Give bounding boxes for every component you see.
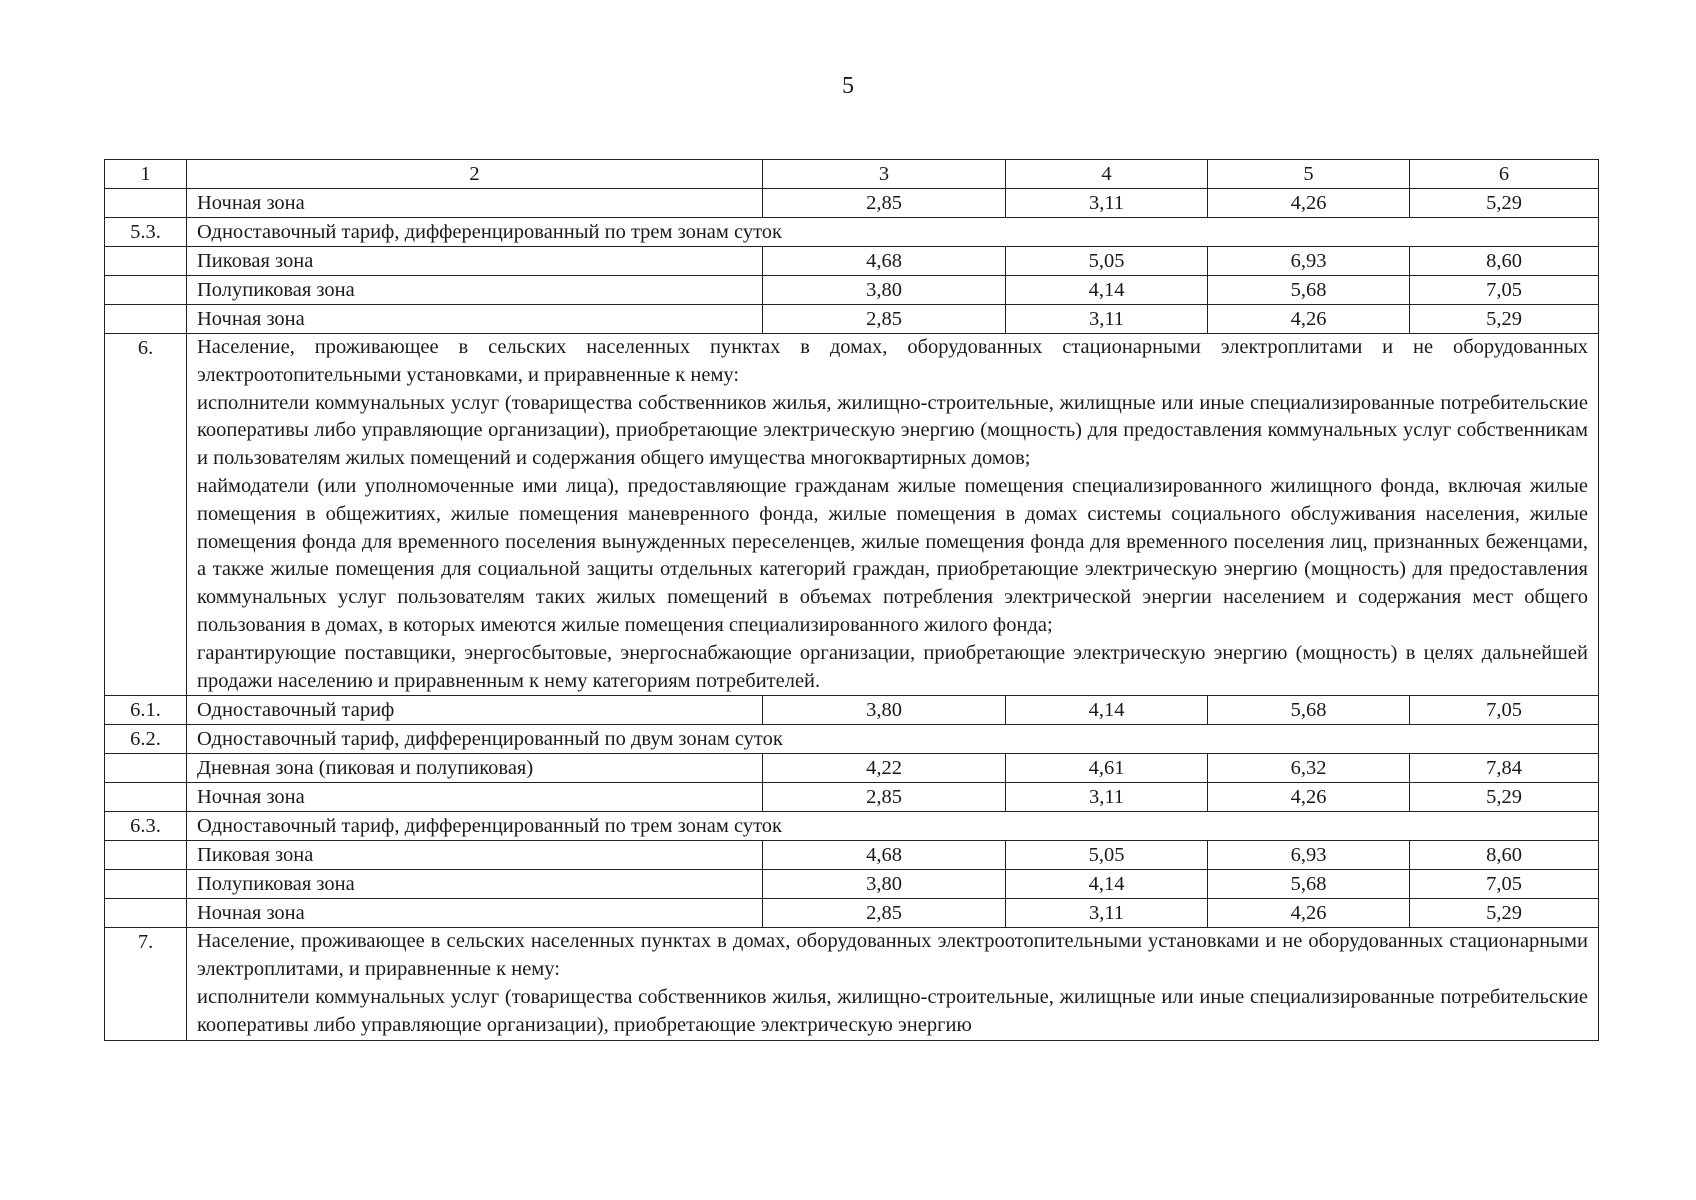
- tariff-row: [105, 189, 1599, 218]
- tariff-value: 2,85: [763, 899, 1006, 928]
- item-number: 6.: [105, 334, 187, 696]
- item-number: [105, 783, 187, 812]
- tariff-row: [105, 841, 1599, 870]
- item-number: [105, 305, 187, 334]
- tariff-section-row: [105, 725, 1599, 754]
- section-title: Одноставочный тариф, дифференцированный по трем зонам суток: [187, 218, 1599, 247]
- tariff-zone-label: Пиковая зона: [187, 841, 763, 870]
- tariff-value: 3,11: [1006, 305, 1208, 334]
- consumer-group-description: [187, 334, 1599, 696]
- tariff-value: 6,93: [1208, 841, 1410, 870]
- tariff-value: 4,14: [1006, 696, 1208, 725]
- tariff-value: 2,85: [763, 189, 1006, 218]
- tariff-row: [105, 247, 1599, 276]
- column-number: 3: [763, 160, 1006, 189]
- tariff-row: [105, 783, 1599, 812]
- column-number: 4: [1006, 160, 1208, 189]
- item-number: [105, 189, 187, 218]
- description-paragraph: гарантирующие поставщики, энергосбытовые, энергоснабжающие организации, приобретающие электрическую энергию (мощность) в целях дальнейшей продажи населению и приравненным к нему категориям потребителей.: [197, 641, 1588, 692]
- tariff-value: 4,26: [1208, 189, 1410, 218]
- page-number: 5: [842, 73, 854, 99]
- tariff-zone-label: Пиковая зона: [187, 247, 763, 276]
- description-paragraph: Население, проживающее в сельских населенных пунктах в домах, оборудованных электроотопительными установками и не оборудованных стационарными электроплитами, и приравненные к нему:: [197, 930, 1588, 981]
- tariff-zone-label: Ночная зона: [187, 189, 763, 218]
- tariff-value: 4,22: [763, 754, 1006, 783]
- tariff-zone-label: Ночная зона: [187, 783, 763, 812]
- tariff-value: 4,68: [763, 841, 1006, 870]
- tariff-value: 3,80: [763, 870, 1006, 899]
- description-paragraph: Население, проживающее в сельских населенных пунктах в домах, оборудованных стационарными электроплитами и не оборудованных электроотопительными установками, и приравненные к нему:: [197, 336, 1588, 386]
- tariff-value: 2,85: [763, 783, 1006, 812]
- tariff-value: 3,11: [1006, 899, 1208, 928]
- item-number: [105, 899, 187, 928]
- description-paragraph: исполнители коммунальных услуг (товарищества собственников жилья, жилищно-строительные, жилищные или иные специализированные потребительские кооперативы либо управляющие организации), приобретающие электрическую энергию (мощность) для предоставления коммунальных услуг собственникам и пользователям жилых помещений и содержания общего имущества многоквартирных домов;: [197, 391, 1588, 470]
- tariff-value: 5,29: [1410, 305, 1599, 334]
- column-number: 1: [105, 160, 187, 189]
- tariff-value: 7,05: [1410, 870, 1599, 899]
- tariff-value: 3,11: [1006, 783, 1208, 812]
- description-paragraph: исполнители коммунальных услуг (товарищества собственников жилья, жилищно-строительные, жилищные или иные специализированные потребительские кооперативы либо управляющие организации), приобретающие электрическую энергию: [197, 985, 1588, 1036]
- tariff-value: 5,29: [1410, 783, 1599, 812]
- tariff-value: 5,68: [1208, 276, 1410, 305]
- item-number: 5.3.: [105, 218, 187, 247]
- tariff-value: 5,05: [1006, 247, 1208, 276]
- tariff-value: 4,26: [1208, 783, 1410, 812]
- tariff-value: 7,84: [1410, 754, 1599, 783]
- tariff-row: [105, 305, 1599, 334]
- tariff-row: [105, 899, 1599, 928]
- tariff-section-row: [105, 812, 1599, 841]
- tariff-zone-label: Одноставочный тариф: [187, 696, 763, 725]
- item-number: [105, 276, 187, 305]
- tariff-value: 6,32: [1208, 754, 1410, 783]
- item-number: 6.2.: [105, 725, 187, 754]
- tariff-value: 4,68: [763, 247, 1006, 276]
- column-number: 6: [1410, 160, 1599, 189]
- tariff-zone-label: Ночная зона: [187, 305, 763, 334]
- column-numbers-row: [105, 160, 1599, 189]
- tariff-value: 4,26: [1208, 899, 1410, 928]
- tariff-value: 5,29: [1410, 899, 1599, 928]
- tariff-value: 4,14: [1006, 276, 1208, 305]
- tariff-value: 2,85: [763, 305, 1006, 334]
- consumer-group-row: [105, 334, 1599, 696]
- tariff-value: 4,61: [1006, 754, 1208, 783]
- tariff-value: 6,93: [1208, 247, 1410, 276]
- tariff-value: 4,14: [1006, 870, 1208, 899]
- tariff-value: 5,68: [1208, 870, 1410, 899]
- section-title: Одноставочный тариф, дифференцированный по двум зонам суток: [187, 725, 1599, 754]
- tariff-value: 5,05: [1006, 841, 1208, 870]
- tariff-row: [105, 754, 1599, 783]
- tariff-row: [105, 870, 1599, 899]
- item-number: 6.1.: [105, 696, 187, 725]
- item-number: [105, 870, 187, 899]
- column-number: 2: [187, 160, 763, 189]
- tariff-value: 3,80: [763, 696, 1006, 725]
- tariff-zone-label: Ночная зона: [187, 899, 763, 928]
- item-number: [105, 247, 187, 276]
- item-number: [105, 754, 187, 783]
- tariff-value: 3,80: [763, 276, 1006, 305]
- tariff-row: [105, 276, 1599, 305]
- tariff-value: 8,60: [1410, 841, 1599, 870]
- description-paragraph: наймодатели (или уполномоченные ими лица), предоставляющие гражданам жилые помещения специализированного жилищного фонда, включая жилые помещения в общежитиях, жилые помещения маневренного фонда, жилые помещения в домах системы социального обслуживания населения, жилые помещения фонда для временного поселения вынужденных переселенцев, жилые помещения фонда для временного поселения лиц, признанных беженцами, а также жилые помещения для социальной защиты отдельных категорий граждан, приобретающие электрическую энергию (мощность) для предоставления коммунальных услуг пользователям таких жилых помещений в объемах потребления электрической энергии населением и содержания мест общего пользования в домах, в которых имеются жилые помещения специализированного жилого фонда;: [197, 474, 1588, 636]
- column-number: 5: [1208, 160, 1410, 189]
- tariff-value: 7,05: [1410, 696, 1599, 725]
- tariff-value: 8,60: [1410, 247, 1599, 276]
- tariff-section-row: [105, 218, 1599, 247]
- item-number: [105, 841, 187, 870]
- tariff-value: 4,26: [1208, 305, 1410, 334]
- tariff-zone-label: Дневная зона (пиковая и полупиковая): [187, 754, 763, 783]
- tariff-value: 3,11: [1006, 189, 1208, 218]
- tariff-row: [105, 696, 1599, 725]
- item-number: 6.3.: [105, 812, 187, 841]
- tariff-value: 7,05: [1410, 276, 1599, 305]
- tariff-zone-label: Полупиковая зона: [187, 870, 763, 899]
- section-title: Одноставочный тариф, дифференцированный по трем зонам суток: [187, 812, 1599, 841]
- tariff-zone-label: Полупиковая зона: [187, 276, 763, 305]
- tariff-value: 5,29: [1410, 189, 1599, 218]
- item-number: 7.: [105, 928, 187, 1040]
- tariff-value: 5,68: [1208, 696, 1410, 725]
- consumer-group-row: [105, 928, 1599, 1040]
- tariff-table: [104, 159, 1599, 1041]
- consumer-group-description: [187, 928, 1599, 1040]
